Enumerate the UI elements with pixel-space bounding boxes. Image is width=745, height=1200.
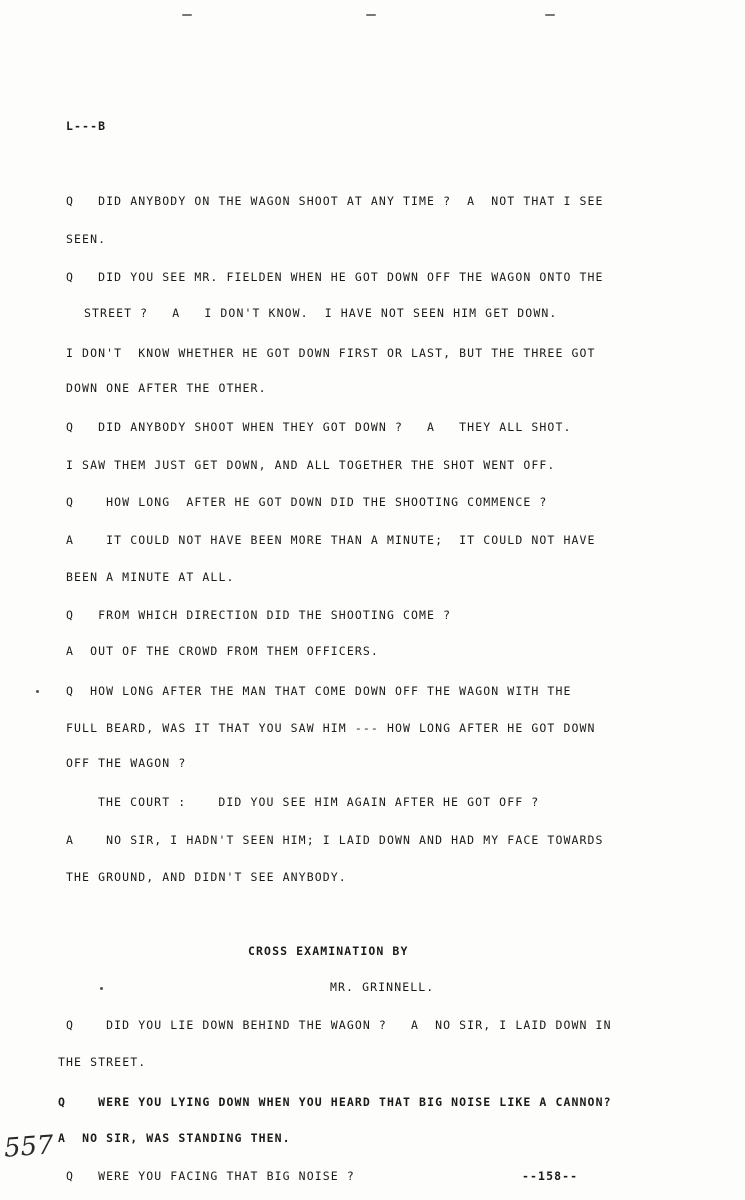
transcript-line: OFF THE WAGON ? — [66, 756, 187, 770]
cross-line: Q DID YOU LIE DOWN BEHIND THE WAGON ? A NO SIR, I LAID DOWN IN — [66, 1018, 612, 1032]
header-code: L---B — [66, 119, 107, 133]
transcript-line: Q HOW LONG AFTER THE MAN THAT COME DOWN OFF THE WAGON WITH THE — [66, 684, 572, 698]
scan-speck — [100, 987, 103, 990]
scan-mark — [366, 14, 376, 16]
handwritten-page-number: 557 — [3, 1130, 55, 1164]
cross-line: Q WERE YOU LYING DOWN WHEN YOU HEARD THAT BIG NOISE LIKE A CANNON? — [58, 1095, 612, 1109]
transcript-line: I SAW THEM JUST GET DOWN, AND ALL TOGETHER THE SHOT WENT OFF. — [66, 458, 556, 472]
transcript-line: Q HOW LONG AFTER HE GOT DOWN DID THE SHOOTING COMMENCE ? — [66, 495, 548, 509]
transcript-line: THE COURT : DID YOU SEE HIM AGAIN AFTER HE GOT OFF ? — [98, 795, 540, 809]
cross-line: THE STREET. — [58, 1055, 147, 1069]
cross-line: A NO SIR, WAS STANDING THEN. — [58, 1131, 291, 1145]
transcript-line: A OUT OF THE CROWD FROM THEM OFFICERS. — [66, 644, 379, 658]
transcript-line: Q DID ANYBODY ON THE WAGON SHOOT AT ANY TIME ? A NOT THAT I SEE — [66, 194, 604, 208]
transcript-line: STREET ? A I DON'T KNOW. I HAVE NOT SEEN HIM GET DOWN. — [84, 306, 558, 320]
scan-mark — [182, 14, 192, 16]
transcript-line: SEEN. — [66, 232, 107, 246]
transcript-line: Q FROM WHICH DIRECTION DID THE SHOOTING COME ? — [66, 608, 452, 622]
transcript-line: Q DID ANYBODY SHOOT WHEN THEY GOT DOWN ? A THEY ALL SHOT. — [66, 420, 572, 434]
transcript-line: A IT COULD NOT HAVE BEEN MORE THAN A MINUTE; IT COULD NOT HAVE — [66, 533, 596, 547]
transcript-line: Q DID YOU SEE MR. FIELDEN WHEN HE GOT DOWN OFF THE WAGON ONTO THE — [66, 270, 604, 284]
transcript-line: I DON'T KNOW WHETHER HE GOT DOWN FIRST OR LAST, BUT THE THREE GOT — [66, 346, 596, 360]
transcript-line: FULL BEARD, WAS IT THAT YOU SAW HIM --- HOW LONG AFTER HE GOT DOWN — [66, 721, 596, 735]
scan-speck — [36, 690, 39, 693]
cross-line: Q WERE YOU FACING THAT BIG NOISE ? — [66, 1169, 355, 1183]
transcript-line: DOWN ONE AFTER THE OTHER. — [66, 381, 267, 395]
transcript-line: A NO SIR, I HADN'T SEEN HIM; I LAID DOWN AND HAD MY FACE TOWARDS — [66, 833, 604, 847]
page-number: --158-- — [522, 1169, 579, 1183]
transcript-line: BEEN A MINUTE AT ALL. — [66, 570, 235, 584]
scan-mark — [545, 14, 555, 16]
section-title: CROSS EXAMINATION BY — [248, 944, 409, 958]
section-examiner: MR. GRINNELL. — [330, 980, 435, 994]
transcript-line: THE GROUND, AND DIDN'T SEE ANYBODY. — [66, 870, 347, 884]
